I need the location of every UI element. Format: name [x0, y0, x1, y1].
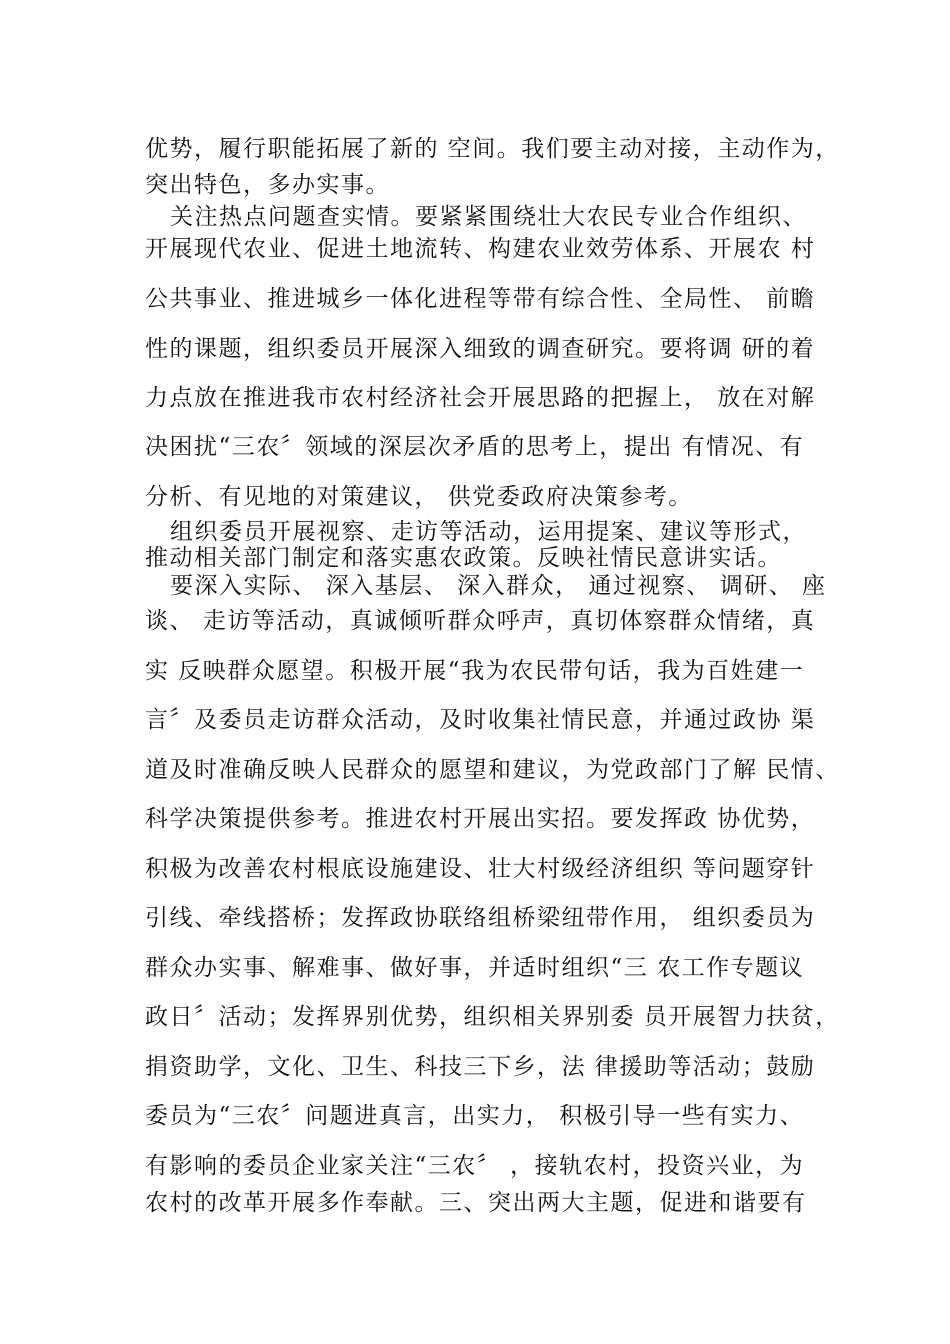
text-line: 组织委员开展视察、走访等活动，运用提案、建议等形式， — [170, 519, 807, 545]
text-line: 开展现代农业、促进土地流转、构建农业效劳体系、开展农 村 — [145, 236, 816, 262]
text-line: 政日〞活动；发挥界别优势，组织相关界别委 员开展智力扶贫， — [145, 1004, 840, 1030]
text-line: 谈、 走访等活动，真诚倾听群众呼声，真切体察群众情绪，真 — [145, 608, 816, 634]
text-line: 要深入实际、 深入基层、 深入群众， 通过视察、 调研、 座 — [170, 573, 827, 599]
text-line: 推动相关部门制定和落实惠农政策。反映社情民意讲实话。 — [145, 545, 782, 571]
text-line: 言〞及委员走访群众活动，及时收集社情民意，并通过政协 渠 — [145, 707, 816, 733]
text-line: 群众办实事、解难事、做好事，并适时组织“三 农工作专题议 — [145, 955, 805, 981]
text-line: 优势，履行职能拓展了新的 空间。我们要主动对接，主动作为， — [145, 136, 840, 162]
text-line: 捐资助学，文化、卫生、科技三下乡，法 律援助等活动；鼓励 — [145, 1054, 816, 1080]
text-line: 分析、有见地的对策建议， 供党委政府决策参考。 — [145, 484, 693, 510]
text-line: 实 反映群众愿望。积极开展“我为农民带句话，我为百姓建一 — [145, 658, 805, 684]
text-line: 突出特色，多办实事。 — [145, 172, 390, 198]
text-line: 道及时准确反映人民群众的愿望和建议，为党政部门了解 民情、 — [145, 757, 840, 783]
text-line: 决困扰“三农〞领域的深层次矛盾的思考上，提出 有情况、有 — [145, 434, 805, 460]
text-line: 委员为“三农〞问题进真言，出实力， 积极引导一些有实力、 — [145, 1103, 805, 1129]
text-line: 引线、牵线搭桥；发挥政协联络组桥梁纽带作用， 组织委员为 — [145, 905, 816, 931]
text-line: 积极为改善农村根底设施建设、壮大村级经济组织 等问题穿针 — [145, 856, 816, 882]
text-line: 力点放在推进我市农村经济社会开展思路的把握上， 放在对解 — [145, 385, 816, 411]
text-line: 关注热点问题查实情。要紧紧围绕壮大农民专业合作组织、 — [170, 204, 807, 230]
text-line: 科学决策提供参考。推进农村开展出实招。要发挥政 协优势， — [145, 806, 816, 832]
text-line: 有影响的委员企业家关注“三农〞 ，接轨农村，投资兴业，为 — [145, 1153, 805, 1179]
text-line: 农村的改革开展多作奉献。三、突出两大主题，促进和谐要有 — [145, 1190, 807, 1216]
text-line: 公共事业、推进城乡一体化进程等带有综合性、全局性、 前瞻 — [145, 286, 816, 312]
text-line: 性的课题，组织委员开展深入细致的调查研究。要将调 研的着 — [145, 336, 816, 362]
